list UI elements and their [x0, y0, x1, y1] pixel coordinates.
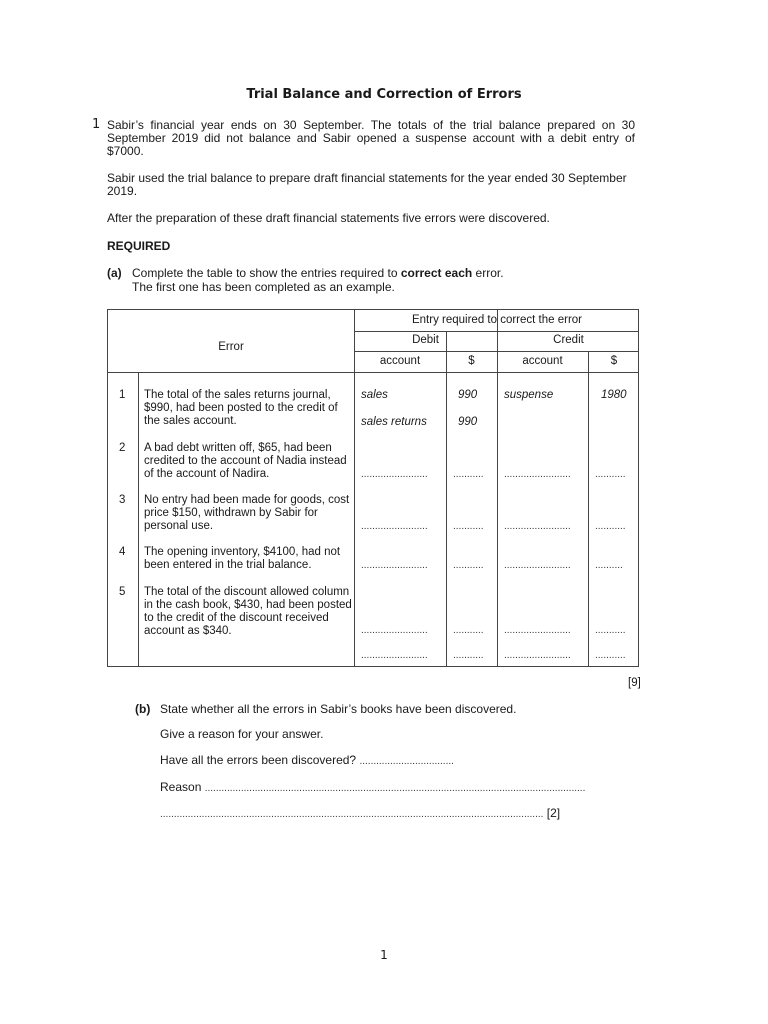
example-debit-account: sales [361, 389, 388, 401]
answer-blank[interactable]: ........................ [504, 521, 571, 532]
answer-blank[interactable]: .......... [595, 560, 623, 571]
row-number: 1 [119, 389, 126, 401]
answer-blank[interactable]: ........................ [504, 469, 571, 480]
table-hline [108, 372, 638, 373]
error-description: A bad debt written off, $65, had been credited to the account of Nadia instead of the account of Nadira. [144, 442, 347, 480]
answer-blank[interactable]: ........... [453, 625, 484, 636]
required-heading: REQUIRED [107, 239, 171, 253]
answer-blank[interactable]: ........................ [504, 650, 571, 661]
error-description: The opening inventory, $4100, had not been entered in the trial balance. [144, 546, 341, 571]
answer-blank[interactable]: ........................ [361, 469, 428, 480]
header-error: Error [218, 341, 244, 353]
answer-blank[interactable]: ........... [595, 521, 626, 532]
answer-blank[interactable]: ........... [453, 521, 484, 532]
part-b-reason-line [160, 780, 585, 796]
answer-blank[interactable]: .................................. [359, 756, 454, 767]
answer-blank[interactable]: ........... [595, 469, 626, 480]
answer-blank[interactable]: ........................ [361, 650, 428, 661]
example-debit-amount: 990 [458, 389, 478, 401]
part-a-label: (a) [107, 266, 122, 280]
answer-blank[interactable]: ........... [453, 650, 484, 661]
answer-blank[interactable]: ........... [453, 560, 484, 571]
intro-paragraph-1: Sabir’s financial year ends on 30 September. The totals of the trial balance prepared on 30 September 2019 did not balance and Sabir opened a suspense account with a debit entry of $7000. [107, 118, 635, 158]
table-hline [354, 351, 638, 352]
question-text: Have all the errors been discovered? [160, 753, 357, 767]
table-vline [588, 351, 589, 666]
part-b-answer-line [160, 806, 560, 822]
answer-blank[interactable]: ........................ [361, 560, 428, 571]
intro-paragraph-3: After the preparation of these draft financial statements five errors were discovered. [107, 211, 550, 225]
header-credit-account: account [522, 355, 563, 367]
table-vline [446, 331, 447, 666]
intro-paragraph-2: Sabir used the trial balance to prepare draft financial statements for the year ended 30 September 2019. [107, 171, 627, 198]
page-number: 1 [380, 948, 388, 962]
row-number: 2 [119, 442, 126, 454]
table-vline [138, 372, 139, 666]
document-title: Trial Balance and Correction of Errors [246, 87, 522, 102]
row-number: 3 [119, 494, 126, 506]
example-credit-amount: 1980 [601, 389, 627, 401]
question-number: 1 [92, 117, 101, 132]
part-b-question [160, 753, 454, 769]
answer-blank[interactable]: ........... [595, 650, 626, 661]
error-description: No entry had been made for goods, cost price $150, withdrawn by Sabir for personal use. [144, 494, 350, 532]
row-number: 4 [119, 546, 126, 558]
marks-part-b: [2] [546, 806, 561, 820]
table-hline [354, 331, 638, 332]
answer-blank[interactable]: .......................................................................................................................................... [160, 809, 544, 820]
example-debit-amount: 990 [458, 416, 478, 428]
reason-label: Reason [160, 780, 202, 794]
part-a-line2: The first one has been completed as an example. [132, 280, 395, 294]
answer-blank[interactable]: ........................ [504, 625, 571, 636]
row-number: 5 [119, 586, 126, 598]
header-debit: Debit [412, 334, 439, 346]
header-debit-dollar: $ [468, 355, 475, 367]
header-credit: Credit [553, 334, 584, 346]
part-a-line1-post: error. [472, 266, 504, 280]
part-b-instruction: State whether all the errors in Sabir’s books have been discovered. [160, 702, 517, 716]
header-credit-dollar: $ [610, 355, 618, 367]
header-entry-required: Entry required to correct the error [411, 314, 582, 326]
answer-blank[interactable]: ......................................................................................................................................... [204, 783, 586, 794]
part-b-reason-prompt: Give a reason for your answer. [160, 727, 324, 741]
error-description: The total of the discount allowed column in the cash book, $430, had been posted to the credit of the discount received account as $340. [144, 586, 352, 637]
answer-blank[interactable]: ........................ [361, 625, 428, 636]
part-a-line1-bold: correct each [400, 266, 473, 280]
corrections-table [107, 309, 639, 667]
answer-blank[interactable]: ........................ [504, 560, 571, 571]
error-description: The total of the sales returns journal, $990, had been posted to the credit of the sales account. [144, 389, 338, 427]
marks-part-a: [9] [628, 677, 641, 689]
answer-blank[interactable]: ........................ [361, 521, 428, 532]
part-a-line1-pre: Complete the table to show the entries required to [132, 266, 401, 280]
example-credit-account: suspense [504, 389, 554, 401]
part-a-instruction [132, 266, 504, 280]
answer-blank[interactable]: ........... [453, 469, 484, 480]
header-debit-account: account [379, 355, 421, 367]
part-b-label: (b) [135, 702, 151, 716]
answer-blank[interactable]: ........... [595, 625, 626, 636]
example-debit-account: sales returns [361, 416, 427, 428]
